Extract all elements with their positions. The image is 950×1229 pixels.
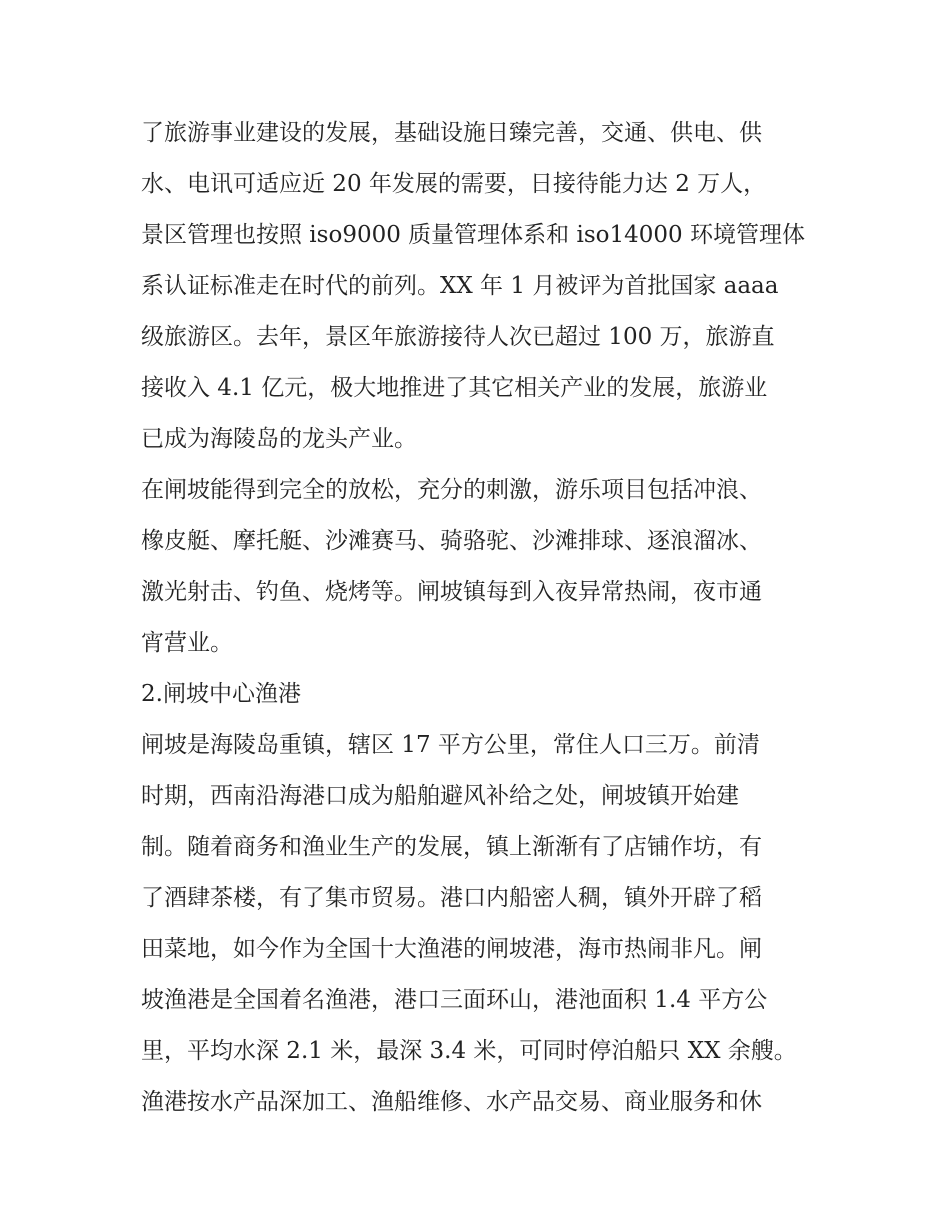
text-line: 里，平均水深 2.1 米，最深 3.4 米，可同时停泊船只 XX 余艘。 — [141, 1038, 797, 1064]
text-line: 宵营业。 — [141, 630, 233, 656]
text-line: 制。随着商务和渔业生产的发展，镇上渐渐有了店铺作坊，有 — [141, 834, 762, 860]
text-line: 级旅游区。去年，景区年旅游接待人次已超过 100 万，旅游直 — [141, 324, 775, 350]
section-heading: 2.闸坡中心渔港 — [141, 681, 301, 707]
text-line: 橡皮艇、摩托艇、沙滩赛马、骑骆驼、沙滩排球、逐浪溜冰、 — [141, 528, 762, 554]
text-line: 坡渔港是全国着名渔港，港口三面环山，港池面积 1.4 平方公 — [141, 987, 768, 1013]
text-line: 闸坡是海陵岛重镇，辖区 17 平方公里，常住人口三万。前清 — [141, 732, 760, 758]
text-line: 系认证标准走在时代的前列。XX 年 1 月被评为首批国家 aaaa — [141, 273, 779, 299]
document-body — [141, 108, 831, 1128]
text-line: 渔港按水产品深加工、渔船维修、水产品交易、商业服务和休 — [141, 1089, 762, 1115]
text-line: 接收入 4.1 亿元，极大地推进了其它相关产业的发展，旅游业 — [141, 375, 768, 401]
text-line: 水、电讯可适应近 20 年发展的需要，日接待能力达 2 万人， — [141, 171, 767, 197]
text-line: 已成为海陵岛的龙头产业。 — [141, 426, 417, 452]
text-line: 景区管理也按照 iso9000 质量管理体系和 iso14000 环境管理体 — [141, 222, 805, 248]
text-line: 了酒肆茶楼，有了集市贸易。港口内船密人稠，镇外开辟了稻 — [141, 885, 762, 911]
text-line: 在闸坡能得到完全的放松，充分的刺激，游乐项目包括冲浪、 — [141, 477, 762, 503]
text-line: 田菜地，如今作为全国十大渔港的闸坡港，海市热闹非凡。闸 — [141, 936, 762, 962]
text-line: 激光射击、钓鱼、烧烤等。闸坡镇每到入夜异常热闹，夜市通 — [141, 579, 762, 605]
text-line: 时期，西南沿海港口成为船舶避风补给之处，闸坡镇开始建 — [141, 783, 739, 809]
text-line: 了旅游事业建设的发展，基础设施日臻完善，交通、供电、供 — [141, 120, 762, 146]
